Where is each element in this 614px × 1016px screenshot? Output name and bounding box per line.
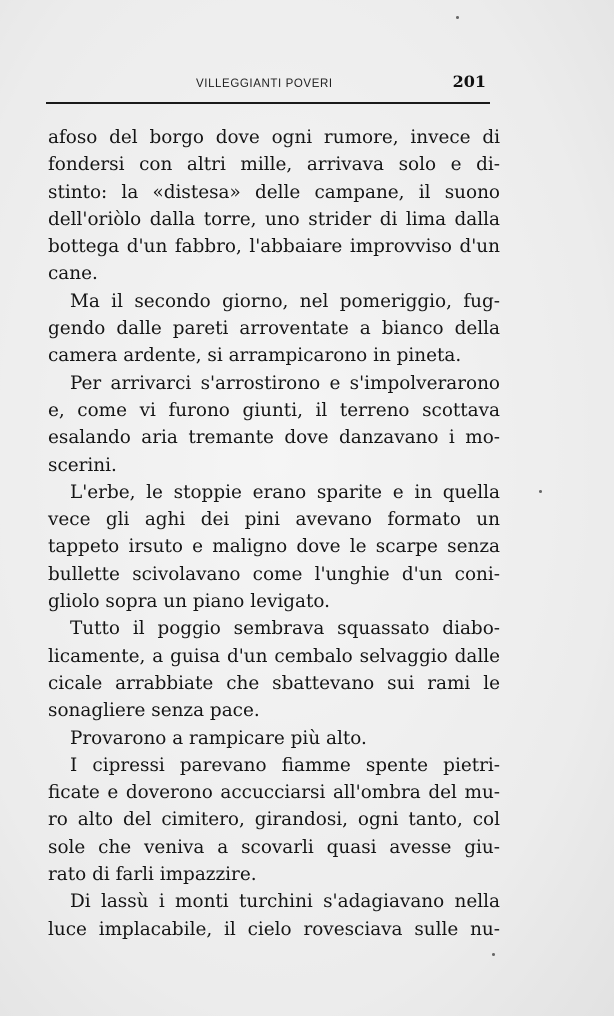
text-line: licamente, a guisa d'un cembalo selvaggio dalle	[48, 645, 500, 667]
paper-speck	[539, 490, 542, 493]
text-line: stinto: la «distesa» delle campane, il suono	[48, 181, 500, 203]
page-header	[48, 70, 490, 98]
text-line: scerini.	[48, 454, 117, 476]
text-line: sole che veniva a scovarli quasi avesse giu-	[48, 836, 500, 858]
text-line: luce implacabile, il cielo rovesciava sulle nu-	[48, 918, 500, 940]
text-line: I cipressi parevano fiamme spente pietri-	[70, 754, 500, 776]
text-line: vece gli aghi dei pini avevano formato un	[48, 509, 500, 531]
text-line: bullette scivolavano come l'unghie d'un coni-	[48, 563, 500, 585]
text-line: bottega d'un fabbro, l'abbaiare improvviso d'un	[48, 236, 500, 258]
text-line: cicale arrabbiate che sbattevano sui rami le	[48, 672, 500, 694]
text-line: sonagliere senza pace.	[48, 700, 260, 722]
text-line: ro alto del cimitero, girandosi, ogni tanto, col	[48, 809, 500, 831]
page-number: 201	[452, 72, 486, 91]
text-line: Per arrivarci s'arrostirono e s'impolverarono	[70, 372, 500, 394]
paper-speck	[456, 16, 459, 19]
text-line: afoso del borgo dove ogni rumore, invece di	[48, 127, 500, 148]
text-line: camera ardente, si arrampicarono in pineta.	[48, 345, 462, 367]
text-line: rato di farli impazzire.	[48, 864, 257, 886]
paper-speck	[492, 953, 495, 956]
text-line: Di lassù i monti turchini s'adagiavano nella	[70, 891, 500, 913]
text-line: Tutto il poggio sembrava squassato diabo-	[70, 618, 500, 640]
text-line: e, come vi furono giunti, il terreno scottava	[48, 399, 500, 421]
text-line: cane.	[48, 263, 98, 285]
text-line: L'erbe, le stoppie erano sparite e in quella	[70, 481, 500, 503]
running-title: VILLEGGIANTI POVERI	[196, 78, 333, 90]
text-line: esalando aria tremante dove danzavano i mo-	[48, 427, 500, 449]
text-line: gendo dalle pareti arroventate a bianco della	[48, 318, 500, 340]
body-text	[48, 124, 500, 943]
text-line: tappeto irsuto e maligno dove le scarpe senza	[48, 536, 500, 558]
text-line: gliolo sopra un piano levigato.	[48, 591, 330, 613]
text-line: Provarono a rampicare più alto.	[70, 727, 367, 749]
text-line: Ma il secondo giorno, nel pomeriggio, fug-	[70, 290, 500, 312]
text-line: fondersi con altri mille, arrivava solo e di-	[48, 154, 500, 176]
text-line: ficate e doverono accucciarsi all'ombra del mu-	[48, 782, 500, 804]
text-line: dell'oriòlo dalla torre, uno strider di lima dalla	[48, 208, 500, 230]
header-rule	[46, 102, 490, 104]
